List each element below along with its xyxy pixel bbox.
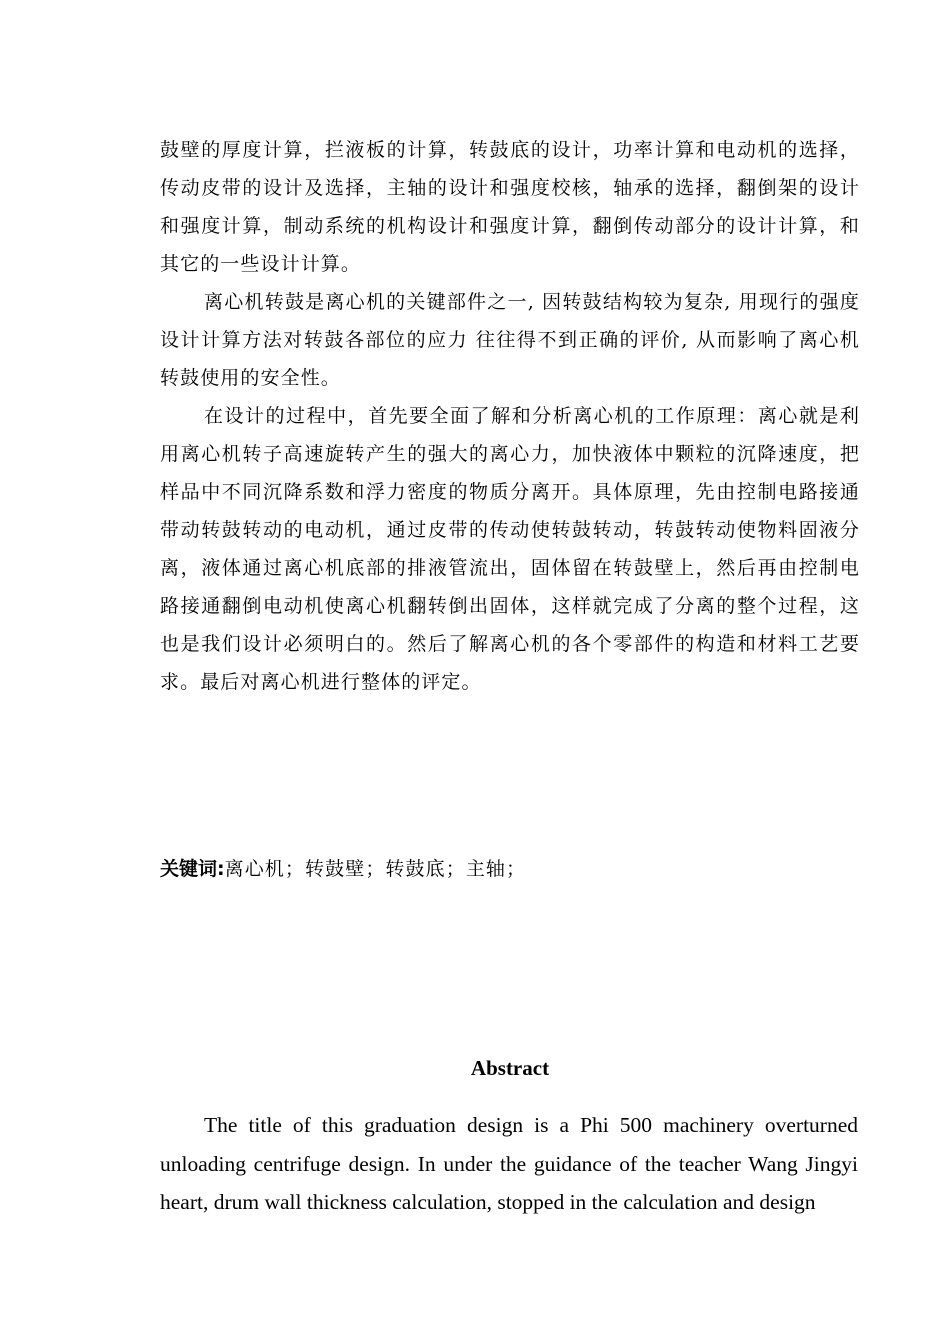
keywords-line [160,852,860,886]
abstract-paragraph: The title of this graduation design is a Phi 500 machinery overturned unloading centrifuge design. In under the guidance of the teacher Wang Jingyi heart, drum wall thickness calculation, stopped in the calculation and design [160,1113,858,1214]
body-paragraph-design-process: 在设计的过程中，首先要全面了解和分析离心机的工作原理：离心就是利用离心机转子高速旋转产生的强大的离心力，加快液体中颗粒的沉降速度，把样品中不同沉降系数和浮力密度的物质分离开。具体原理，先由控制电路接通带动转鼓转动的电动机，通过皮带的传动使转鼓转动，转鼓转动使物料固液分离，液体通过离心机底部的排液管流出，固体留在转鼓壁上，然后再由控制电路接通翻倒电动机使离心机翻转倒出固体，这样就完成了分离的整个过程，这也是我们设计必须明白的。然后了解离心机的各个零部件的构造和材料工艺要求。最后对离心机进行整体的评定。 [160,405,860,693]
body-paragraph-drum-safety: 离心机转鼓是离心机的关键部件之一, 因转鼓结构较为复杂, 用现行的强度设计计算方法对转鼓各部位的应力 往往得不到正确的评价, 从而影响了离心机转鼓使用的安全性。 [160,291,860,389]
keywords-separator: : [217,858,225,880]
abstract-heading: Abstract [470,1056,550,1080]
body-paragraph-continued: 鼓壁的厚度计算，拦液板的计算，转鼓底的设计，功率计算和电动机的选择，传动皮带的设计及选择，主轴的设计和强度校核，轴承的选择，翻倒架的设计和强度计算，制动系统的机构设计和强度计算，翻倒传动部分的设计计算，和其它的一些设计计算。 [160,139,860,275]
keywords-label: 关键词 [160,858,218,880]
keywords-text: 离心机；转鼓壁；转鼓底；主轴； [224,858,527,880]
